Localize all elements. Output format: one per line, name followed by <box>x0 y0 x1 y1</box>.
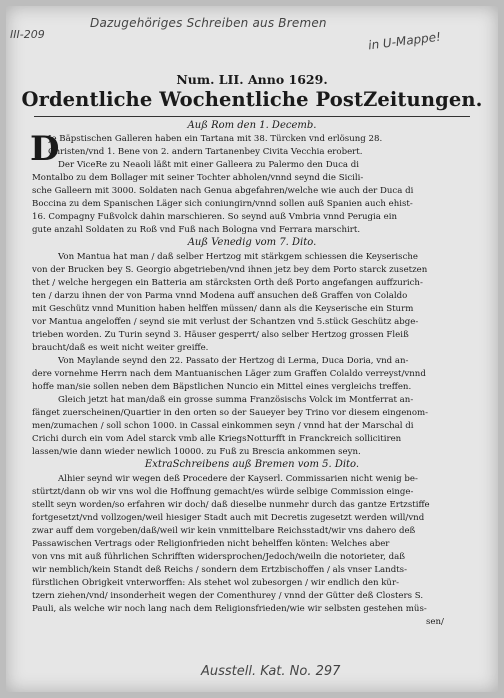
text-line: stürtzt/dann ob wir vns wol die Hoffnung gemacht/es würde selbige Commission einge- <box>32 487 414 497</box>
text-line: sen/ <box>426 617 444 627</box>
text-line: Von Maylande seynd den 22. Passato der Hertzog di Lerma, Duca Doria, vnd an- <box>58 356 409 366</box>
text-line: wir nemblich/kein Standt deß Reichs / sondern dem Ertzbischoffen / als vnser Landts- <box>32 565 407 575</box>
text-line: vor Mantua angeloffen / seynd sie mit verlust der Schantzen vnd 5.stück Geschütz abge- <box>32 317 419 327</box>
text-line: Boccina zu dem Spanischen Läger sich coniungirn/vnnd sollen auß Spanien auch ehist- <box>32 199 413 209</box>
masthead-rule <box>34 116 470 117</box>
text-line: Alhier seynd wir wegen deß Procedere der Kayserl. Commissarien nicht wenig be- <box>58 474 418 484</box>
text-line: Passawischen Vertrags oder Religionfrieden nicht behelffen könten: Welches aber <box>32 539 390 549</box>
text-line: braucht/daß es weit nicht weiter greiffe. <box>32 343 209 353</box>
text-line: ten / darzu ihnen der von Parma vnnd Modena auff ansuchen deß Graffen von Colaldo <box>32 291 408 301</box>
exhibition-catalog-stamp: Ausstell. Kat. No. 297 <box>201 664 341 679</box>
text-line: sche Galleern mit 3000. Soldaten nach Genua abgefahren/welche wie auch der Duca di <box>32 186 414 196</box>
text-line: fortgesetzt/vnd vollzogen/weil hiesiger Stadt auch mit Decretis zugesetzt werden will/vnd <box>32 513 425 523</box>
archive-id-handwritten: III-209 <box>10 28 45 41</box>
drop-initial: D <box>30 129 60 169</box>
handwritten-note-line2: in U-Mappe! <box>367 29 442 53</box>
text-line: lassen/wie dann wieder newlich 10000. zu Fuß zu Brescia ankommen seyn. <box>32 447 361 457</box>
text-line: Crichi durch ein vom Adel starck vmb alle KriegsNotturfft in Franckreich sollicitiren <box>32 434 402 444</box>
text-line: dere vornehme Herrn nach dem Mantuanischen Läger zum Graffen Colaldo verreyst/vnnd <box>32 369 426 379</box>
text-line: Gleich jetzt hat man/daß ein grosse summa Französischs Volck im Montferrat an- <box>58 395 414 405</box>
text-line: gute anzahl Soldaten zu Roß vnd Fuß nach Bologna vnd Ferrara marschirt. <box>32 225 361 235</box>
masthead-title: Ordentliche Wochentliche PostZeitungen. <box>21 88 483 111</box>
issue-number: Num. LII. Anno 1629. <box>176 72 328 87</box>
text-line: fänget zuerscheinen/Quartier in den orten so der Saueyer bey Trino vor diesem eingenom- <box>32 408 429 418</box>
text-line: trieben worden. Zu Turin seynd 3. Häuser gesperrt/ also selber Hertzog grossen Fleiß <box>32 330 409 340</box>
text-line: hoffe man/sie sollen neben dem Bäpstlichen Nuncio ein Mittel eines vergleichs treffen. <box>32 382 412 392</box>
text-line: Christen/vnd 1. Bene von 2. andern Tartanenbey Civita Vecchia erobert. <box>48 147 363 157</box>
newspaper-page <box>6 6 498 692</box>
text-line: fürstlichen Obrigkeit vnterworffen: Als stehet wol zubesorgen / wir endlich den kür- <box>32 578 399 588</box>
text-line: Der ViceRe zu Neaoli läßt mit einer Galleera zu Palermo den Duca di <box>58 160 360 170</box>
section-heading-venedig: Auß Venedig vom 7. Dito. <box>187 237 317 248</box>
text-line: von vns mit auß führlichen Schrifften widersprochen/Jedoch/weiln die notorieter, daß <box>32 552 405 562</box>
text-line: Pauli, als welche wir noch lang nach dem Religionsfrieden/wie wir selbsten gestehen müs- <box>32 604 427 614</box>
text-line: Von Mantua hat man / daß selber Hertzog mit stärkgem schiessen die Keyserische <box>58 252 419 262</box>
text-line: 16. Compagny Fußvolck dahin marschieren. So seynd auß Vmbria vnnd Perugia ein <box>32 212 398 222</box>
text-line: thet / welche hergegen ein Batteria am stärcksten Orth deß Porto angefangen auffzurich- <box>32 278 423 288</box>
text-line: zwar auff dem vorgeben/daß/weil wir kein vnmittelbare Reichsstadt/wir vns dahero deß <box>32 526 416 536</box>
section-heading-bremen: ExtraSchreibens auß Bremen vom 5. Dito. <box>144 459 360 470</box>
text-line: Je Bäpstischen Galleren haben ein Tartana mit 38. Türcken vnd erlösung 28. <box>48 134 383 144</box>
text-line: tzern ziehen/vnd/ insonderheit wegen der Comenthurey / vnnd der Gütter deß Closters S. <box>32 591 424 601</box>
text-line: mit Geschütz vnnd Munition haben helffen müssen/ dann als die Keyserische ein Sturm <box>32 304 414 314</box>
text-line: von der Brucken bey S. Georgio abgetrieben/vnd ihnen jetz bey dem Porto starck zusetzen <box>32 265 428 275</box>
handwritten-note-line1: Dazugehöriges Schreiben aus Bremen <box>90 16 327 30</box>
text-line: Montalbo zu dem Bollager mit seiner Tochter abholen/vnnd seynd die Sicili- <box>32 173 364 183</box>
text-line: stellt seyn worden/so erfahren wir doch/ daß dieselbe nunmehr durch das gantze Ertzstiffe <box>32 500 430 510</box>
text-line: men/zumachen / soll schon 1000. in Cassal einkommen seyn / vnnd hat der Marschal di <box>32 421 414 431</box>
section-heading-rom: Auß Rom den 1. Decemb. <box>187 120 317 131</box>
